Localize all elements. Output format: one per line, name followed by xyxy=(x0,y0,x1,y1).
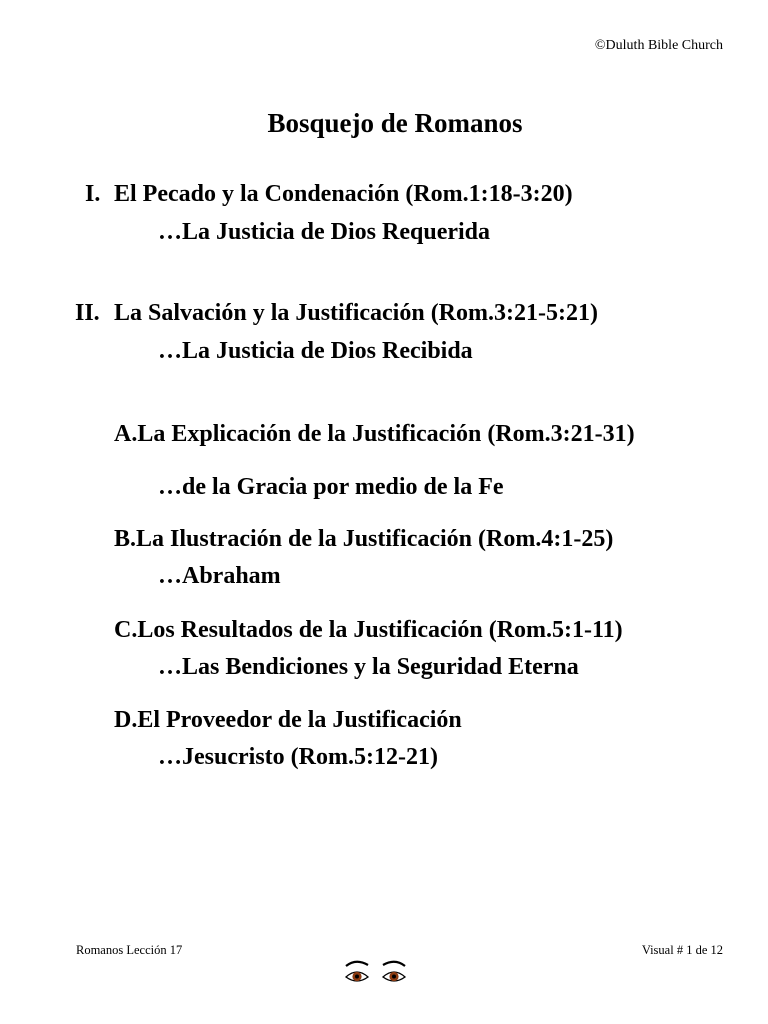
right-eye-icon xyxy=(383,962,405,981)
left-eye-icon xyxy=(346,962,368,981)
outline-ii-number: II. xyxy=(75,300,100,326)
outline-ii-heading: La Salvación y la Justificación (Rom.3:21-5:21) xyxy=(114,300,598,326)
outline-i-heading: El Pecado y la Condenación (Rom.1:18-3:20) xyxy=(114,181,573,207)
outline-c-heading: C.Los Resultados de la Justificación (Rom.5:1-11) xyxy=(114,617,623,643)
outline-i-subtitle: …La Justicia de Dios Requerida xyxy=(158,219,491,245)
outline-b-heading: B.La Ilustración de la Justificación (Rom.4:1-25) xyxy=(114,526,614,552)
footer-visual-number: Visual # 1 de 12 xyxy=(641,943,723,957)
footer-lesson: Romanos Lección 17 xyxy=(76,943,183,957)
outline-d-heading: D.El Proveedor de la Justificación xyxy=(114,707,462,733)
outline-a-heading: A.La Explicación de la Justificación (Rom.3:21-31) xyxy=(114,421,635,447)
outline-b-subtitle: …Abraham xyxy=(158,563,281,589)
eyes-icon xyxy=(343,956,409,992)
outline-d-subtitle: …Jesucristo (Rom.5:12-21) xyxy=(158,744,438,770)
outline-c-subtitle: …Las Bendiciones y la Seguridad Eterna xyxy=(158,654,579,680)
copyright-text: ©Duluth Bible Church xyxy=(594,38,723,53)
outline-ii-subtitle: …La Justicia de Dios Recibida xyxy=(158,338,473,364)
page-title: Bosquejo de Romanos xyxy=(267,108,523,138)
outline-i-number: I. xyxy=(85,181,101,207)
outline-a-subtitle: …de la Gracia por medio de la Fe xyxy=(158,474,504,500)
